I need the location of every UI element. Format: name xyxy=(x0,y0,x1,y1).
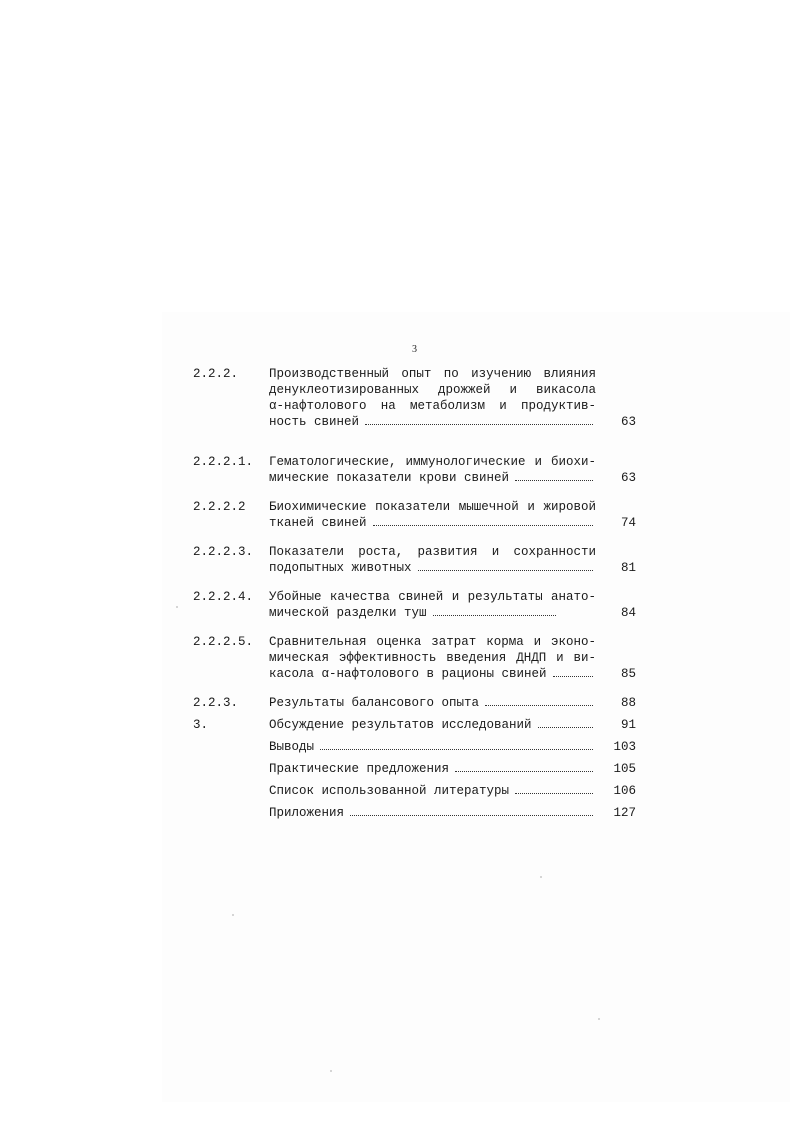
toc-entry-title-last-line: ность свиней xyxy=(269,415,360,429)
toc-entry-title xyxy=(269,454,596,486)
toc-entry-title-last-line: Приложения xyxy=(269,806,345,820)
toc-entry xyxy=(193,805,637,821)
dot-leader xyxy=(515,471,593,481)
dot-leader xyxy=(373,516,593,526)
toc-entry-title xyxy=(269,805,596,821)
toc-entry-page: 88 xyxy=(620,696,636,710)
dot-leader xyxy=(538,718,593,728)
toc-entry-title xyxy=(269,366,596,430)
toc-entry-title xyxy=(269,589,596,621)
toc-entry-page: 85 xyxy=(620,667,636,681)
toc-entry-number: 2.2.2.4. xyxy=(193,590,254,604)
toc-entry-title-last-line: тканей свиней xyxy=(269,516,367,530)
scan-speck xyxy=(330,1070,332,1072)
toc-entry-page: 63 xyxy=(620,471,636,485)
scan-speck xyxy=(232,914,234,916)
toc-entry-page: 103 xyxy=(613,740,636,754)
toc-entry-title xyxy=(269,739,596,755)
toc-entry-number: 2.2.2.5. xyxy=(193,635,254,649)
dot-leader xyxy=(418,561,593,571)
toc-entry-title xyxy=(269,761,596,777)
toc-entry-page: 127 xyxy=(613,806,636,820)
toc-entry-page: 106 xyxy=(613,784,636,798)
toc-entry-number: 2.2.2.1. xyxy=(193,455,254,469)
toc-entry-page: 81 xyxy=(620,561,636,575)
toc-entry-title-last-line: мические показатели крови свиней xyxy=(269,471,510,485)
toc-entry-title-last-line: касола α-нафтолового в рационы свиней xyxy=(269,667,547,681)
toc-entry xyxy=(193,695,637,711)
scan-speck xyxy=(598,1018,600,1020)
toc-entry-page: 84 xyxy=(620,606,636,620)
toc-entry xyxy=(193,544,637,576)
dot-leader xyxy=(365,415,593,425)
dot-leader xyxy=(485,696,593,706)
toc-entry-title-last-line: Результаты балансового опыта xyxy=(269,696,480,710)
toc-entry-title-line: Убойные качества свиней и результаты анато- xyxy=(269,590,596,604)
dot-leader xyxy=(320,740,593,750)
toc-entry-title-line: Показатели роста, развития и сохранности xyxy=(269,545,596,559)
dot-leader xyxy=(455,762,593,772)
dot-leader xyxy=(553,667,593,677)
toc-entry-title-line: α-нафтолового на метаболизм и продуктив- xyxy=(269,399,596,413)
toc-entry-title-last-line: подопытных животных xyxy=(269,561,412,575)
scan-speck xyxy=(176,606,178,608)
toc-entry-page: 105 xyxy=(613,762,636,776)
dot-leader xyxy=(433,606,556,616)
toc-entry xyxy=(193,717,637,733)
toc-entry-title-last-line: Список использованной литературы xyxy=(269,784,510,798)
toc-entry-page: 63 xyxy=(620,415,636,429)
toc-entry-title xyxy=(269,544,596,576)
scan-speck xyxy=(540,876,542,878)
toc-entry xyxy=(193,454,637,486)
toc-entry-title-line: денуклеотизированных дрожжей и викасола xyxy=(269,383,596,397)
toc-entry-title-last-line: Выводы xyxy=(269,740,315,754)
toc-entry-title-last-line: Практические предложения xyxy=(269,762,450,776)
toc-entry xyxy=(193,739,637,755)
toc-entry-page: 74 xyxy=(620,516,636,530)
toc-entry xyxy=(193,761,637,777)
dot-leader xyxy=(350,806,593,816)
toc-entry-number: 3. xyxy=(193,718,209,732)
toc-entry xyxy=(193,634,637,682)
toc-entry-title-line: мическая эффективность введения ДНДП и ви- xyxy=(269,651,596,665)
page-number: 3 xyxy=(412,344,417,355)
toc-entry xyxy=(193,366,637,430)
toc-entry-page: 91 xyxy=(620,718,636,732)
dot-leader xyxy=(515,784,593,794)
toc-entry-title xyxy=(269,499,596,531)
toc-entry-title xyxy=(269,717,596,733)
toc-entry-title-line: Производственный опыт по изучению влияния xyxy=(269,367,596,381)
toc-entry-title xyxy=(269,634,596,682)
toc-entry-title-line: Сравнительная оценка затрат корма и эконо- xyxy=(269,635,596,649)
toc-entry-title-line: Биохимические показатели мышечной и жировой xyxy=(269,500,596,514)
toc-entry-title-line: Гематологические, иммунологические и биохи- xyxy=(269,455,596,469)
toc-entry xyxy=(193,783,637,799)
toc-entry xyxy=(193,589,637,621)
toc-entry-number: 2.2.2.3. xyxy=(193,545,254,559)
toc-entry-number: 2.2.3. xyxy=(193,696,239,710)
toc-entry-title xyxy=(269,695,596,711)
toc-entry-title-last-line: Обсуждение результатов исследований xyxy=(269,718,532,732)
toc-entry xyxy=(193,499,637,531)
table-of-contents xyxy=(193,366,637,821)
toc-entry-number: 2.2.2.2 xyxy=(193,500,246,514)
toc-entry-title xyxy=(269,783,596,799)
toc-entry-number: 2.2.2. xyxy=(193,367,239,381)
toc-entry-title-last-line: мической разделки туш xyxy=(269,606,427,620)
